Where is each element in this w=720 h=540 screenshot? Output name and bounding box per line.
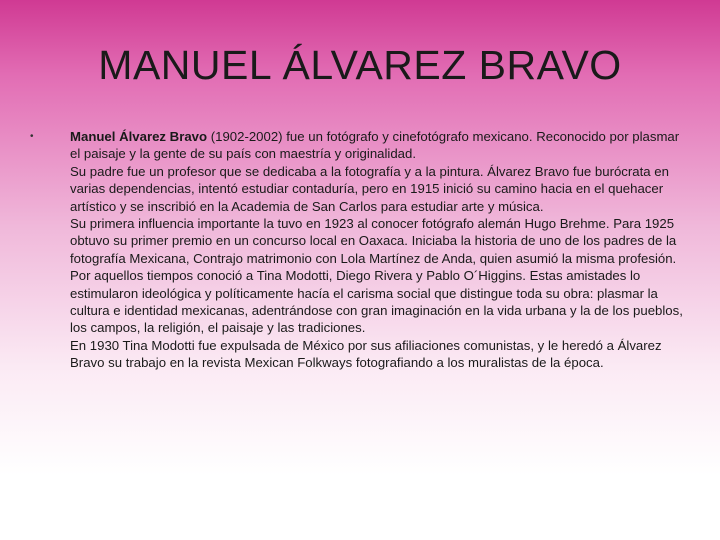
paragraph-folkways: En 1930 Tina Modotti fue expulsada de México por sus afiliaciones comunistas, y le heredó a Álvarez Bravo su trabajo en la revista Mexican Folkways fotografiando a los muralistas de la época. [70,337,662,371]
intro-text: (1902-2002) fue un fotógrafo y cinefotógrafo mexicano. Reconocido por plasmar el paisaje y la gente de su país con maestría y originalidad. [70,129,680,162]
bullet-marker: • [30,131,34,142]
slide-body [30,128,685,372]
paragraph-friendships: Por aquellos tiempos conoció a Tina Modotti, Diego Rivera y Pablo O´Higgins. Estas amistades lo estimularon ideológica y políticamente hacía el carisma social que distingue toda su obra: plasmar la cultura e identidad mexicanas, adentrándose con gran imaginación en la vida urbana y la de los pueblos, los campos, la religión, el paisaje y las tradiciones. [70,268,683,336]
photographer-name: Manuel Álvarez Bravo [70,129,208,144]
bullet-item [30,128,685,372]
paragraph-influence: Su primera influencia importante la tuvo en 1923 al conocer fotógrafo alemán Hugo Brehme. Para 1925 obtuvo su primer premio en un concurso local en Oaxaca. Iniciaba la historia de uno de los padres de la fotografía Mexicana, Contrajo matrimonio con Lola Martínez de Anda, quien asumió la misma profesión. [70,216,677,266]
paragraph-father: Su padre fue un profesor que se dedicaba a la fotografía y a la pintura. Álvarez Bravo fue burócrata en varias dependencias, intentó estudiar contaduría, pero en 1915 inició su camino hacia en el quehacer artístico y se inscribió en la Academia de San Carlos para estudiar arte y música. [70,163,669,214]
intro-paragraph [70,128,685,163]
bullet-text [70,128,685,372]
slide-title: MANUEL ÁLVAREZ BRAVO [98,42,622,88]
